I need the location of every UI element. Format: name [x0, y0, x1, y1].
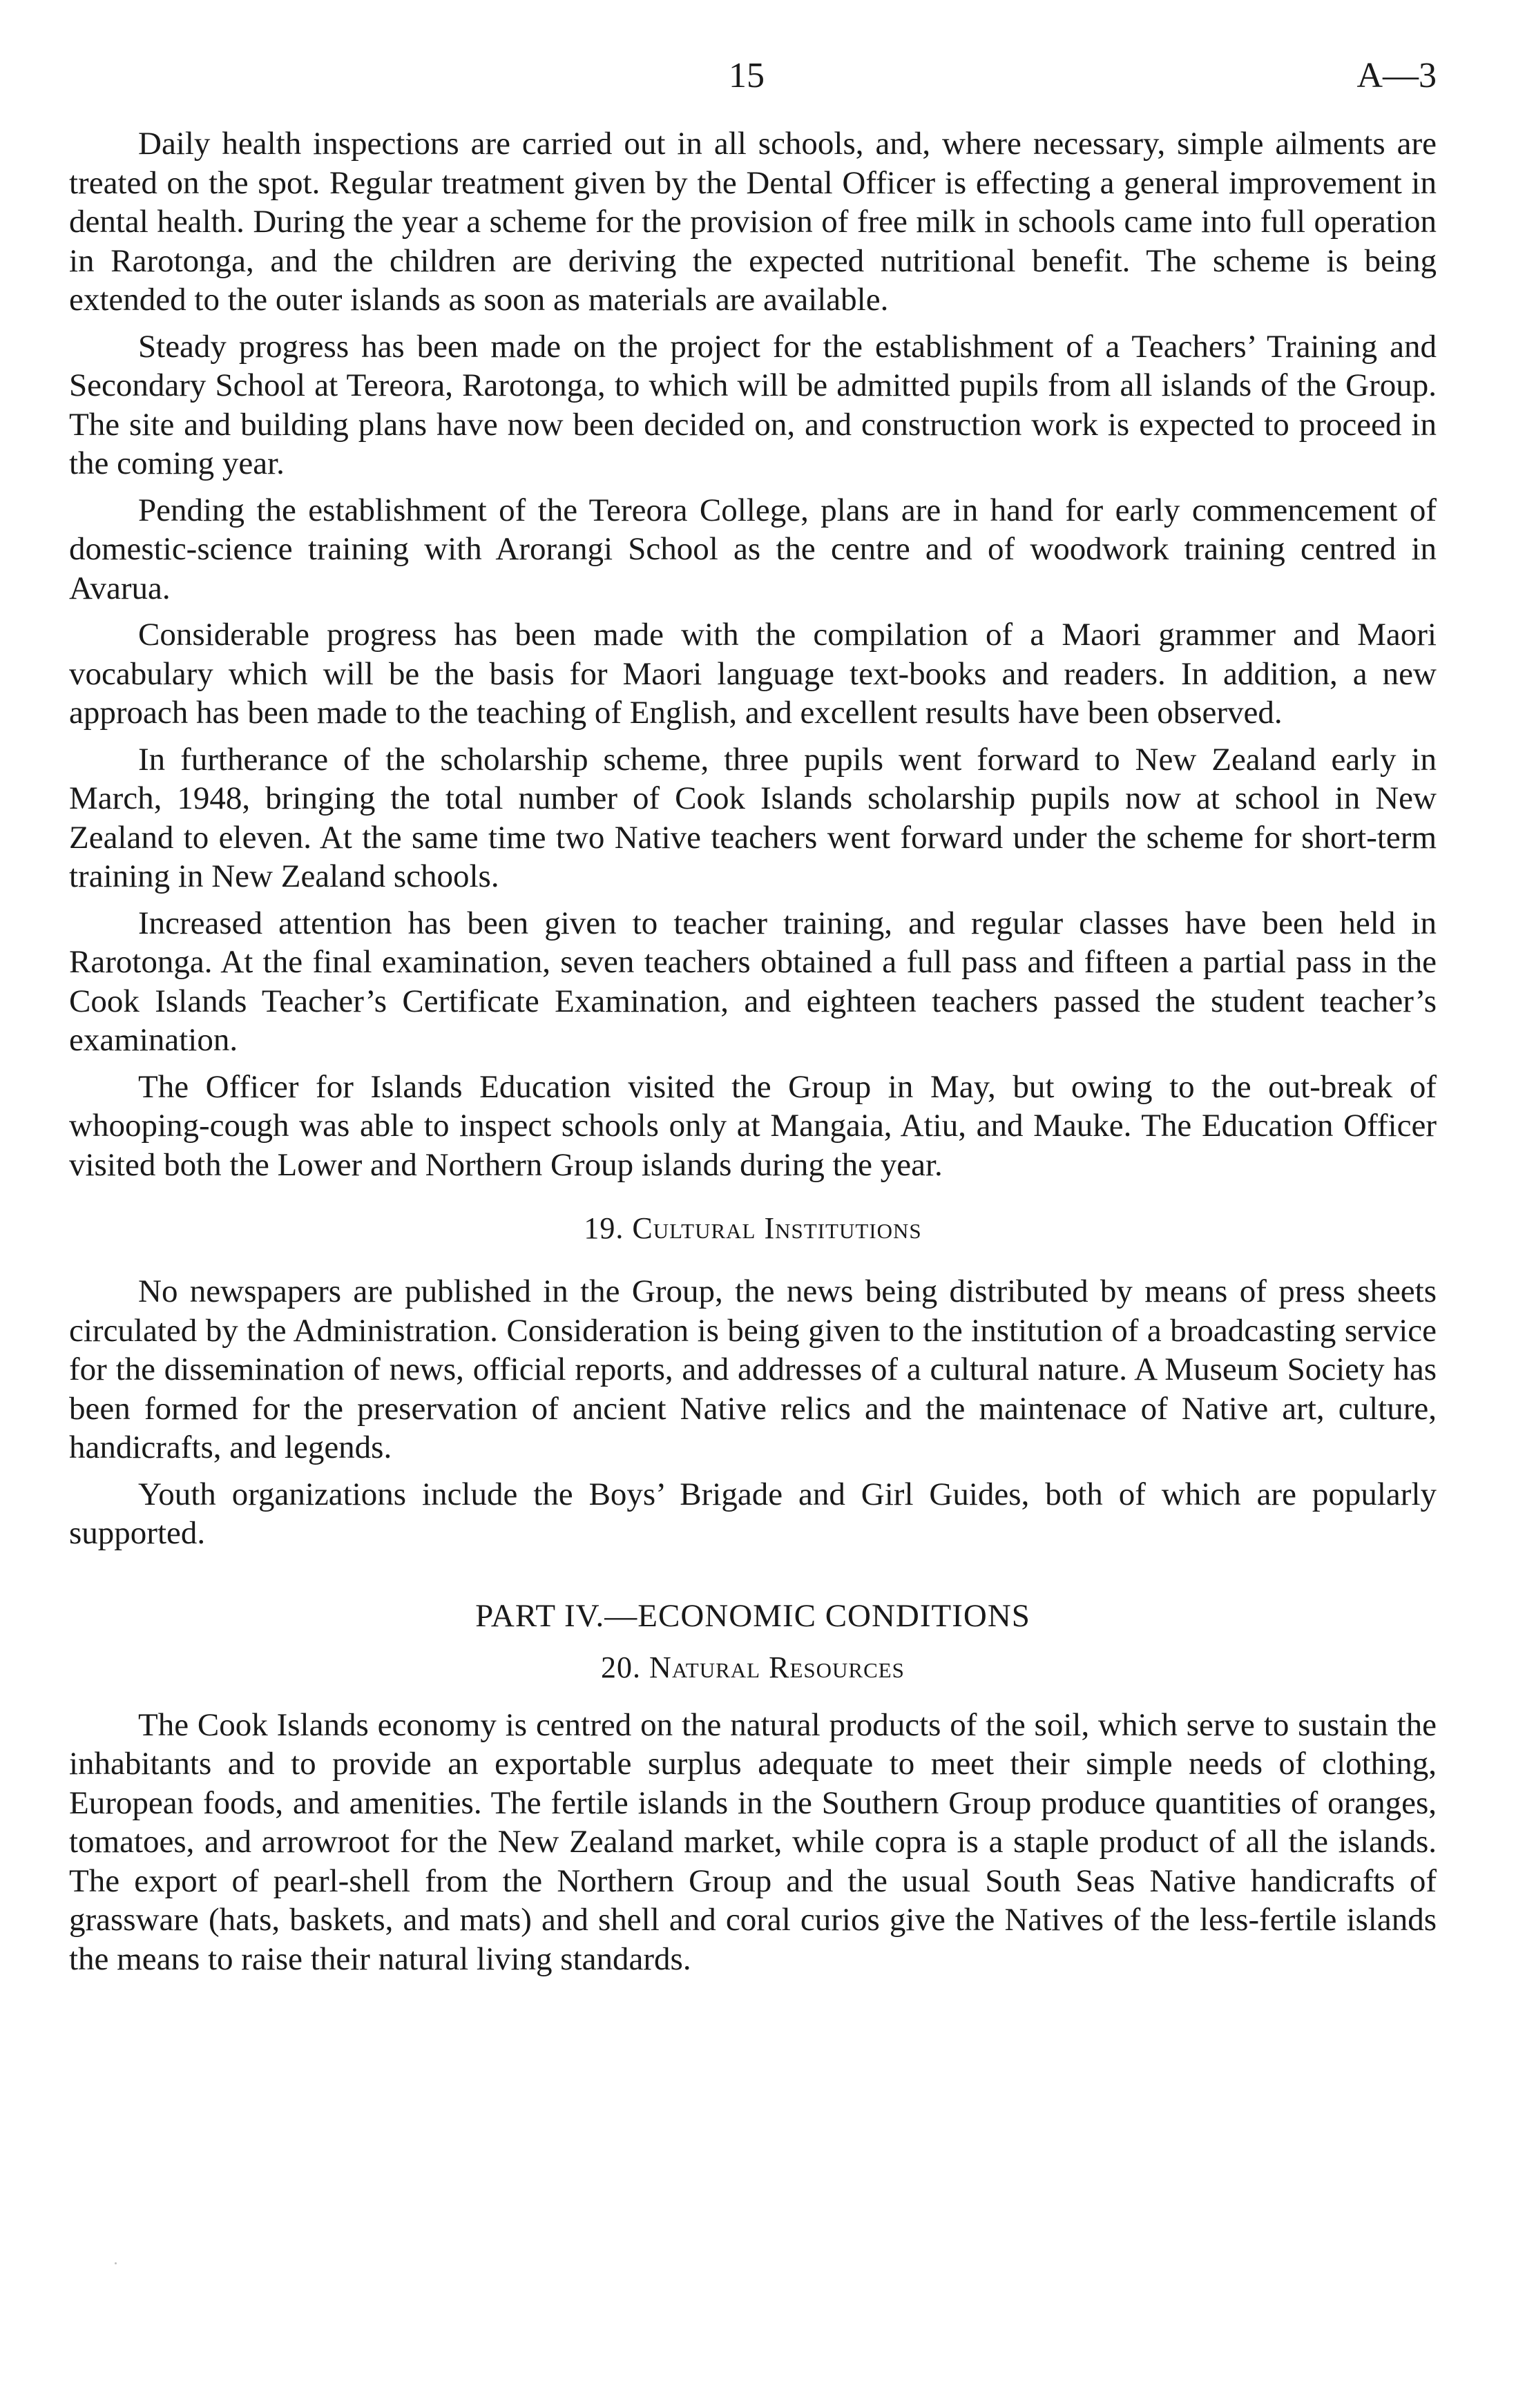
paragraph-teacher-training: Increased attention has been given to teacher training, and regular classes have been held in Rarotonga. At the final examination, seven teachers obtained a full pass and fifteen a partial pass in the Cook Islands Teacher’s Certificate Examination, and eighteen teachers passed the student teacher’s examination.: [69, 905, 1437, 1058]
paragraph-domestic-science: Pending the establishment of the Tereora College, plans are in hand for early commencement of domestic-science training with Arorangi School as the centre and of woodwork training centred in Avarua.: [69, 492, 1437, 606]
paragraph-maori-grammar: Considerable progress has been made with the compilation of a Maori grammer and Maori vocabulary which will be the basis for Maori language text-books and readers. In addition, a new approach has been made to the teaching of English, and excellent results have been observed.: [69, 617, 1437, 731]
paragraph-tereora-school: Steady progress has been made on the project for the establishment of a Teachers’ Training and Secondary School at Tereora, Rarotonga, to which will be admitted pupils from all islands of the Group. The site and building plans have now been decided on, and construction work is expected to proceed in the coming year.: [69, 328, 1437, 481]
scan-speck: [115, 2262, 117, 2264]
page-number: 15: [729, 56, 765, 95]
paragraph-youth-organizations: Youth organizations include the Boys’ Brigade and Girl Guides, both of which are popularly supported.: [69, 1476, 1437, 1551]
section-heading-natural-resources: 20. Natural Resources: [601, 1650, 905, 1684]
paragraph-newspapers: No newspapers are published in the Group, the news being distributed by means of press sheets circulated by the Administration. Consideration is being given to the institution of a broadcasting service for the dissemination of news, official reports, and addresses of a cultural nature. A Museum Society has been formed for the preservation of ancient Native relics and the maintenace of Native art, culture, handicrafts, and legends.: [69, 1273, 1437, 1465]
document-reference: A—3: [1356, 56, 1437, 95]
page-header: [69, 41, 1437, 124]
paragraph-health-inspections: Daily health inspections are carried out in all schools, and, where necessary, simple ailments are treated on the spot. Regular treatment given by the Dental Officer is effecting a general improvement in dental health. During the year a scheme for the provision of free milk in schools came into full operation in Rarotonga, and the children are deriving the expected nutritional benefit. The scheme is being extended to the outer islands as soon as materials are available.: [69, 126, 1437, 318]
section-heading-cultural-institutions: 19. Cultural Institutions: [584, 1211, 922, 1245]
cultural-institutions-section: [69, 1272, 1437, 1553]
paragraph-officer-visit: The Officer for Islands Education visited the Group in May, but owing to the out-break of whooping-cough was able to inspect schools only at Mangaia, Atiu, and Mauke. The Education Officer visited both the Lower and Northern Group islands during the year.: [69, 1068, 1437, 1183]
paragraph-scholarship-scheme: In furtherance of the scholarship scheme, three pupils went forward to New Zealand early in March, 1948, bringing the total number of Cook Islands scholarship pupils now at school in New Zealand to eleven. At the same time two Native teachers went forward under the scheme for short-term training in New Zealand schools.: [69, 741, 1437, 894]
part-heading-economic-conditions: PART IV.—ECONOMIC CONDITIONS: [475, 1597, 1030, 1634]
document-page: [69, 41, 1437, 1986]
natural-resources-section: [69, 1706, 1437, 1979]
paragraph-cook-islands-economy: The Cook Islands economy is centred on the natural products of the soil, which serve to sustain the inhabitants and to provide an exportable surplus adequate to meet their simple needs of clothing, European foods, and amenities. The fertile islands in the Southern Group produce quantities of oranges, tomatoes, and arrowroot for the New Zealand market, while copra is a staple product of all the islands. The export of pearl-shell from the Northern Group and the usual South Seas Native handicrafts of grassware (hats, baskets, and mats) and shell and coral curios give the Natives of the less-fertile islands the means to raise their natural living standards.: [69, 1706, 1437, 1977]
education-section-continued: [69, 124, 1437, 1184]
